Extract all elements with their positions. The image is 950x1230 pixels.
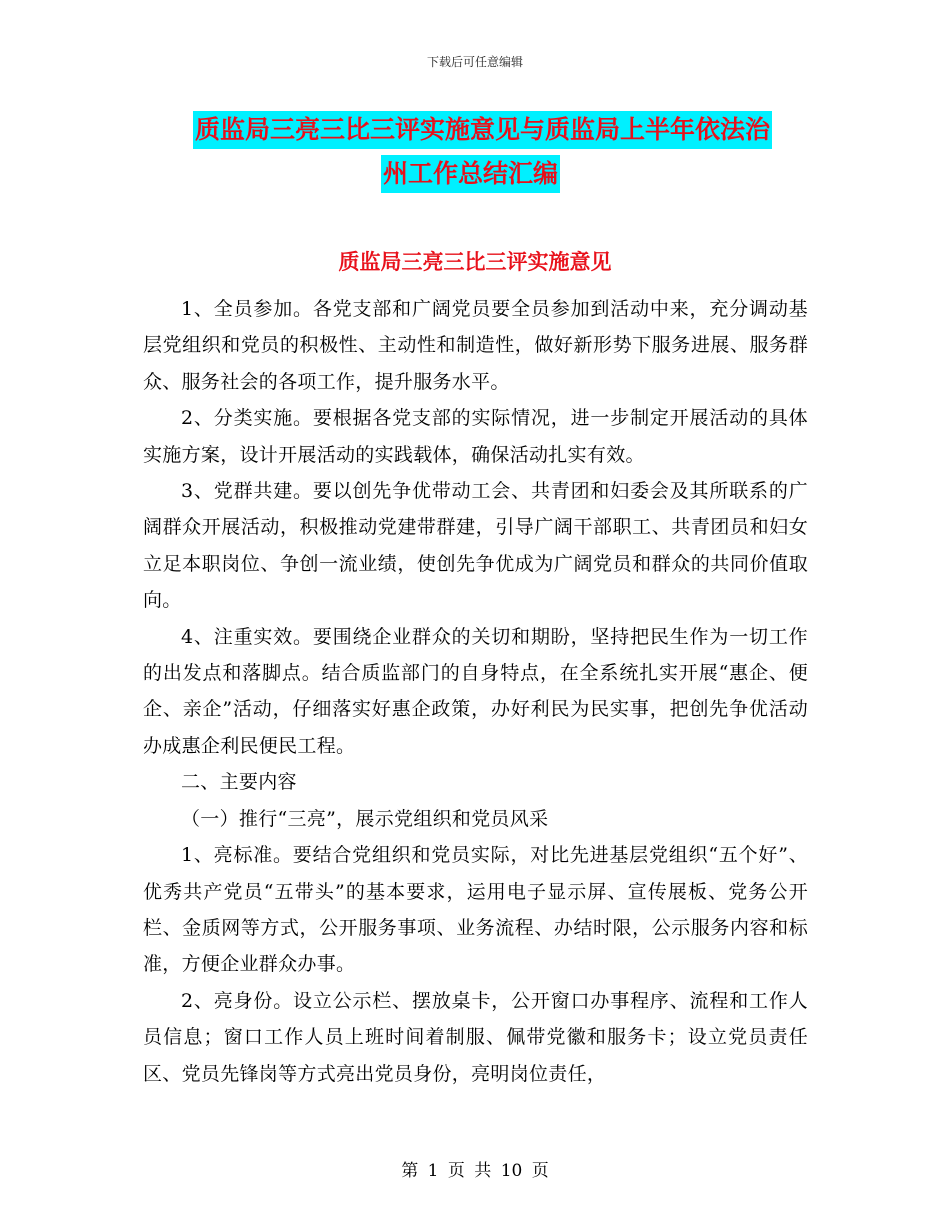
document-title-line-1: 质监局三亮三比三评实施意见与质监局上半年依法治	[193, 111, 772, 149]
paragraph: 3、党群共建。要以创先争优带动工会、共青团和妇委会及其所联系的广阔群众开展活动，积极推动党建带群建，引导广阔干部职工、共青团员和妇女立足本职岗位、争创一流业绩，使创先争优成为广阔党员和群众的共同价值取向。	[143, 480, 808, 612]
paragraph: 2、分类实施。要根据各党支部的实际情况，进一步制定开展活动的具体实施方案，设计开展活动的实践载体，确保活动扎实有效。	[143, 407, 808, 466]
document-title-line-2: 州工作总结汇编	[381, 155, 560, 193]
section-title: 质监局三亮三比三评实施意见	[338, 249, 612, 274]
paragraph: 1、亮标准。要结合党组织和党员实际，对比先进基层党组织“五个好”、优秀共产党员“五带头”的基本要求，运用电子显示屏、宣传展板、党务公开栏、金质网等方式，公开服务事项、业务流程、办结时限，公示服务内容和标准，方便企业群众办事。	[143, 844, 808, 976]
paragraph: 1、全员参加。各党支部和广阔党员要全员参加到活动中来，充分调动基层党组织和党员的积极性、主动性和制造性，做好新形势下服务进展、服务群众、服务社会的各项工作，提升服务水平。	[143, 298, 808, 393]
document-body	[143, 291, 808, 1092]
paragraph: 2、亮身份。设立公示栏、摆放桌卡，公开窗口办事程序、流程和工作人员信息；窗口工作人员上班时间着制服、佩带党徽和服务卡；设立党员责任区、党员先锋岗等方式亮出党员身份，亮明岗位责任，	[143, 989, 808, 1085]
header-note: 下载后可任意编辑	[426, 55, 523, 69]
paragraph: 4、注重实效。要围绕企业群众的关切和期盼，坚持把民生作为一切工作的出发点和落脚点。结合质监部门的自身特点，在全系统扎实开展“惠企、便企、亲企”活动，仔细落实好惠企政策，办好利民为民实事，把创先争优活动办成惠企利民便民工程。	[143, 625, 808, 757]
section-heading: 二、主要内容	[181, 771, 297, 794]
subsection-heading: （一）推行“三亮”，展示党组织和党员风采	[181, 807, 549, 830]
page-number-footer: 第 1 页 共 10 页	[401, 1161, 549, 1181]
